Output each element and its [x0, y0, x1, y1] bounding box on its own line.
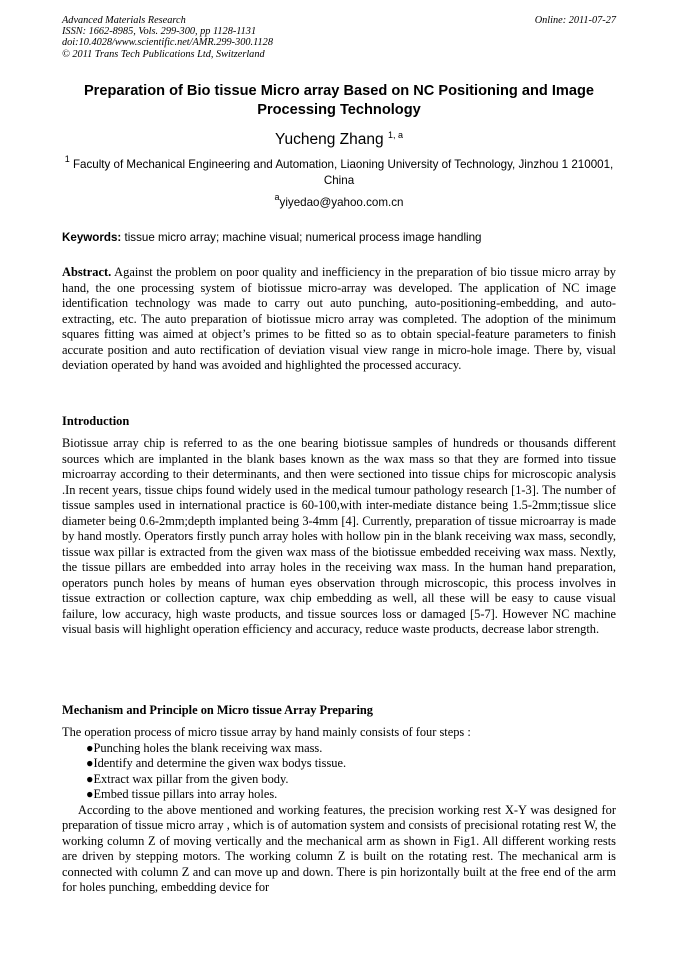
step-item: ●Extract wax pillar from the given body. [86, 771, 289, 786]
doi-line: doi:10.4028/www.scientific.net/AMR.299-300.1128 [62, 37, 273, 49]
keywords [62, 231, 616, 244]
mechanism-intro: The operation process of micro tissue array by hand mainly consists of four steps : [62, 725, 471, 739]
author-line [62, 131, 616, 149]
step-item: ●Identify and determine the given wax bodys tissue. [86, 756, 347, 770]
introduction-heading: Introduction [62, 414, 130, 428]
introduction-text: Biotissue array chip is referred to as the one bearing biotissue samples of hundreds or thousands different sources which are implanted in the blank bases known as the wax mass so that they are formed into tissue microarray according to their determinants, and then were sectioned into tissue chips for microscopic analysis .In recent years, tissue chips found widely used in the medical tumour pathology research [1-3]. The number of tissue samples used in international practice is 60-100,with inter-mediate distance being 1.5-2mm;tissue slice diameter being 0.6-2mm;depth implanted being 3-4mm [4]. Currently, preparation of tissue microarray is made by hand mostly. Operators firstly punch array holes with hollow pin in the blank receiving wax mass, secondly, tissue wax pillar is extracted from the given wax mass of the biotissue embedded receiving wax mass. Nextly, the tissue pillars are embedded into array holes in the receiving wax mass. In the human hand preparation, operators punch holes by means of human eyes observation through microscopic, this process involves in tissue extraction or collection capture, wax chip embedding as well, all these will be easy to cause visual failure, low accuracy, high waste products, and tissue sources loss or damaged [5-7]. However NC machine visual basis will highlight operation efficiency and accuracy, reduce waste products, decrease labor strength. [62, 436, 616, 636]
abstract-text: Against the problem on poor quality and inefficiency in the preparation of bio tissue micro array by hand, the one processing system of biotissue micro-array was developed. The application of NC image identification technology was made to carry out auto punching, auto-positioning-embedding, and auto-extracting, etc. The auto preparation of biotissue micro array was completed. The adoption of the minimum squares fitting was aimed at object’s primes to be fitted so as to obtain special-feature parameters to finish accurate position and auto rectification of deviation visual view range in micro-hole image. There by, visual deviation operated by hand was avoided and highlighted the processed accuracy. [62, 265, 616, 372]
author-name: Yucheng Zhang [275, 131, 388, 148]
keywords-text: tissue micro array; machine visual; numerical process image handling [121, 231, 482, 244]
abstract-label: Abstract. [62, 265, 112, 279]
keywords-label: Keywords: [62, 231, 122, 244]
author-marks: 1, a [387, 130, 403, 140]
email-mark: a [274, 192, 280, 202]
journal-header [62, 15, 616, 60]
affiliation-text: Faculty of Mechanical Engineering and Automation, Liaoning University of Technology, Jinzhou 1 210001, China [69, 158, 614, 187]
abstract [62, 265, 616, 374]
mechanism-section [62, 725, 616, 896]
issn-line: ISSN: 1662-8985, Vols. 299-300, pp 1128-1131 [62, 26, 257, 38]
affiliation-mark: 1 [64, 154, 70, 164]
mechanism-text: According to the above mentioned and working features, the precision working rest X-Y was designed for preparation of tissue micro array , which is of automation system and consists of precisional rotating rest W, the working column Z of moving vertically and the mechanical arm as shown in Fig1. All different working rests are driven by stepping motors. The working column Z is built on the rotating rest. The mechanical arm is connected with column Z and can move up and down. There is pin horizontally built at the free end of the arm for holes punching, embedding device for [62, 802, 617, 894]
affiliation [62, 154, 616, 188]
step-item: ●Embed tissue pillars into array holes. [86, 787, 278, 801]
email-line [62, 192, 616, 209]
copyright-line: © 2011 Trans Tech Publications Ltd, Switzerland [62, 48, 265, 60]
email-address[interactable]: yiyedao@yahoo.com.cn [279, 196, 404, 209]
mechanism-heading: Mechanism and Principle on Micro tissue Array Preparing [62, 703, 374, 717]
online-date: Online: 2011-07-27 [534, 15, 616, 26]
paper-title: Preparation of Bio tissue Micro array Based on NC Positioning and Image Processing Technology [83, 83, 595, 118]
journal-name: Advanced Materials Research [62, 15, 186, 26]
step-item: ●Punching holes the blank receiving wax mass. [86, 740, 323, 755]
